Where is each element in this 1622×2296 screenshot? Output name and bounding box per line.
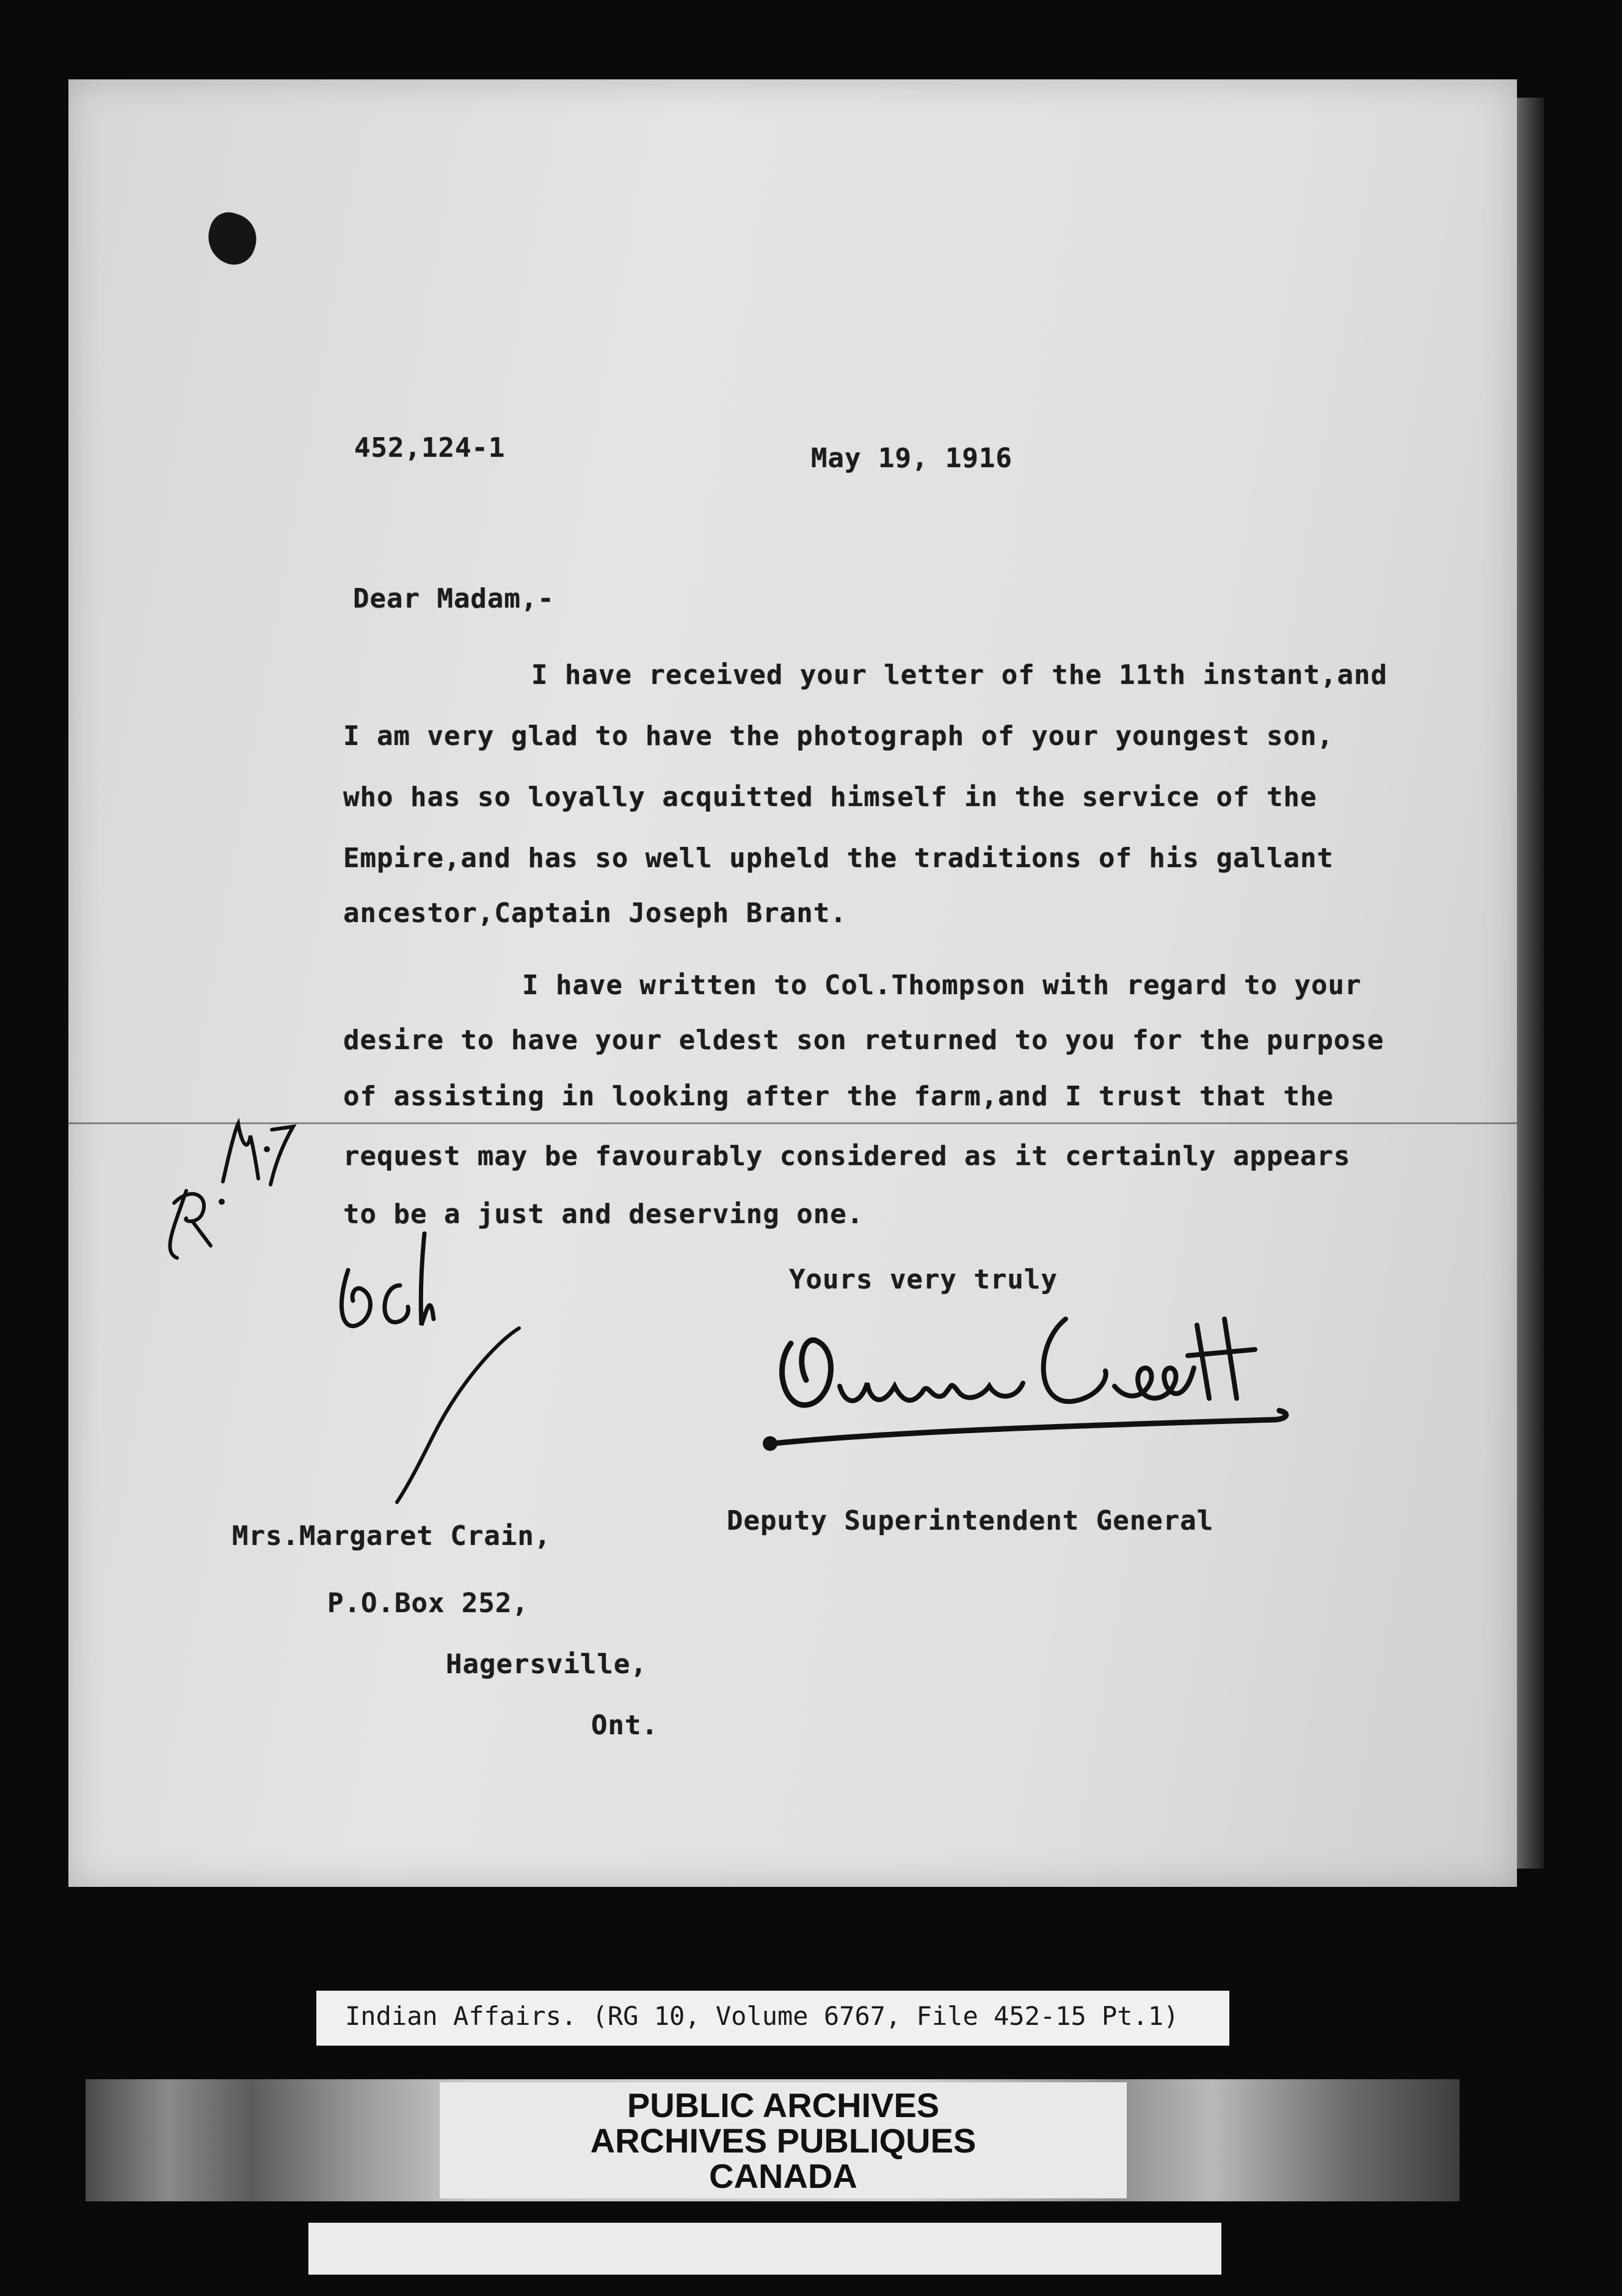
paragraph2-line: desire to have your eldest son returned to you for the purpose bbox=[343, 1025, 1384, 1056]
address-line: Mrs.Margaret Crain, bbox=[232, 1520, 551, 1552]
paragraph1-line: Empire,and has so well upheld the traditions of his gallant bbox=[343, 843, 1334, 874]
address-line: Ont. bbox=[591, 1710, 658, 1741]
closing: Yours very truly bbox=[789, 1264, 1058, 1295]
paper-edge-shadow bbox=[1513, 98, 1544, 1869]
paragraph2-line: I have written to Col.Thompson with regard to your bbox=[522, 970, 1362, 1001]
file-number: 452,124-1 bbox=[354, 432, 506, 463]
signature-drawing bbox=[748, 1295, 1347, 1466]
paragraph1-line: I am very glad to have the photograph of your youngest son, bbox=[343, 721, 1334, 752]
signature bbox=[748, 1295, 1347, 1466]
address-line: P.O.Box 252, bbox=[327, 1588, 529, 1619]
paragraph2-line: of assisting in looking after the farm,and I trust that the bbox=[343, 1081, 1334, 1112]
margin-note-drawing bbox=[150, 1093, 308, 1276]
bottom-strip bbox=[308, 2223, 1221, 2275]
salutation: Dear Madam,- bbox=[353, 583, 555, 614]
handwritten-initials bbox=[324, 1227, 544, 1520]
paragraph2-line: request may be favourably considered as it certainly appears bbox=[343, 1141, 1351, 1172]
letter-date: May 19, 1916 bbox=[811, 443, 1013, 474]
caption-reference: Indian Affairs. (RG 10, Volume 6767, File 452-15 Pt.1) bbox=[345, 2001, 1179, 2031]
address-line: Hagersville, bbox=[446, 1649, 647, 1680]
signatory-title: Deputy Superintendent General bbox=[727, 1505, 1214, 1536]
archive-line-3: CANADA bbox=[709, 2157, 857, 2195]
margin-note bbox=[150, 1093, 308, 1276]
initials-drawing bbox=[324, 1227, 544, 1520]
paragraph2-line: to be a just and deserving one. bbox=[343, 1199, 864, 1230]
paragraph1-line: ancestor,Captain Joseph Brant. bbox=[343, 898, 847, 929]
paragraph1-line: I have received your letter of the 11th instant,and bbox=[531, 659, 1388, 691]
paragraph1-line: who has so loyally acquitted himself in the service of the bbox=[343, 782, 1317, 813]
archive-line-1: PUBLIC ARCHIVES bbox=[627, 2086, 940, 2124]
archive-line-2: ARCHIVES PUBLIQUES bbox=[590, 2121, 976, 2160]
